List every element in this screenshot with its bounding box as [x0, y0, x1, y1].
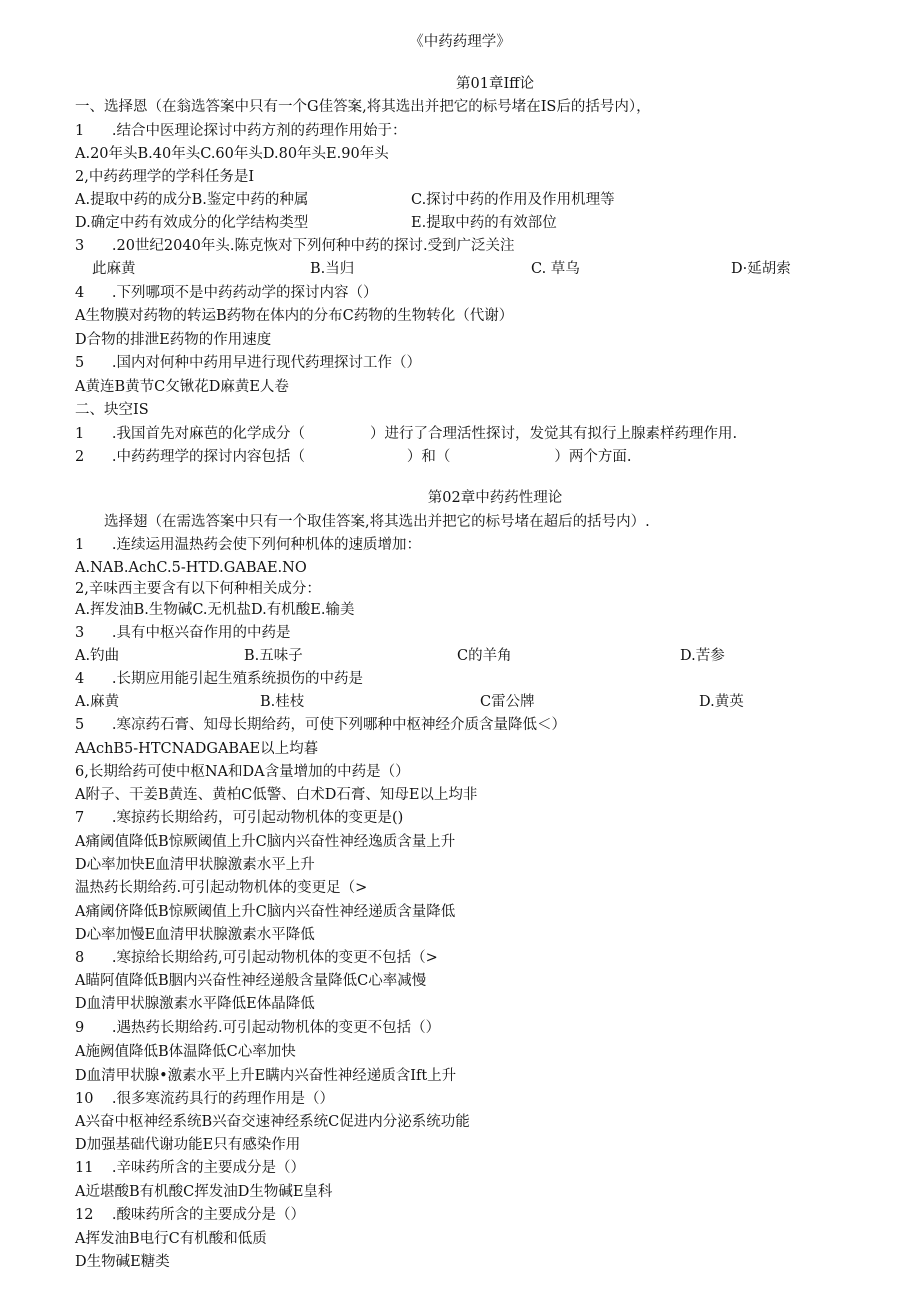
ch1-question-3-option-c: C. 草乌	[531, 261, 580, 277]
ch2-question-6: 6,长期给药可使中枢NA和DA含量增加的中药是（）	[75, 764, 410, 780]
ch2-question-9-options-line-1: A施阙值降低B体温降低C心率加快	[75, 1044, 296, 1060]
ch1-question-1-options: A.20年头B.40年头C.60年头D.80年头E.90年头	[75, 146, 389, 162]
ch2-question-11-options: A近堪酸B有机酸C挥发油D生物碱E皇科	[75, 1184, 333, 1200]
ch1-question-5: 5 .国内对何种中药用早进行现代药理探讨工作（）	[75, 355, 421, 371]
ch2-question-9-options-line-2: D血清甲状腺•激素水平上升E瞒内兴奋性神经递质含Ift上升	[75, 1068, 457, 1084]
ch2-question-7b: 温热药长期给药.可引起动物机体的变更足（>	[75, 880, 368, 896]
ch1-section-fill-blank-heading: 二、块空IS	[75, 402, 149, 418]
ch1-question-3: 3 .20世纪2040年头.陈克恢对下列何种中药的探讨.受到广泛关注	[75, 238, 515, 254]
chapter-1-heading: 第01章Iff论	[456, 76, 534, 92]
ch2-question-5: 5 .寒凉药石膏、知母长期给药，可使下列哪种中枢神经介质含量降低＜）	[75, 717, 566, 733]
ch2-question-1-options: A.NAB.AchC.5-HTD.GABAE.NO	[75, 560, 307, 576]
ch2-question-11: 11 .辛味药所含的主要成分是（）	[75, 1160, 305, 1176]
ch1-question-4-options-line-1: A生物膜对药物的转运B药物在体内的分布C药物的生物转化（代谢）	[75, 308, 514, 324]
ch1-question-3-option-b: B.当归	[310, 261, 355, 277]
ch2-question-1: 1 .连续运用温热药会使下列何种机体的速质增加：	[75, 537, 421, 553]
ch1-question-3-option-d: D·延胡索	[731, 261, 791, 277]
ch1-question-2-option-a: A.提取中药的成分B.鉴定中药的种属	[75, 192, 309, 208]
ch2-question-12-options-line-1: A挥发油B电行C有机酸和低质	[75, 1231, 267, 1247]
ch1-question-1: 1 .结合中医理论探讨中药方剂的药理作用始于：	[75, 123, 407, 139]
ch2-question-2: 2,辛味西主要含有以下何种相关成分：	[75, 581, 321, 597]
ch1-fill-question-2: 2 .中药药理学的探讨内容包括（ ）和（ ）两个方面.	[75, 449, 632, 465]
ch1-question-2: 2,中药药理学的学科任务是I	[75, 169, 255, 185]
ch2-question-3-option-d: D.苦参	[680, 648, 725, 664]
ch2-question-5-options: AAchB5-HTCNADGABAE以上均暮	[75, 741, 319, 757]
ch2-question-12-options-line-2: D生物碱E糖类	[75, 1254, 170, 1270]
ch2-question-10: 10 .很多寒流药具行的药理作用是（）	[75, 1091, 334, 1107]
ch2-question-3: 3 .具有中枢兴奋作用的中药是	[75, 625, 291, 641]
ch2-question-7: 7 .寒掠药长期给药，可引起动物机体的变更是()	[75, 810, 404, 826]
ch1-question-3-option-a: 此麻黄	[92, 261, 136, 277]
ch2-question-3-option-a: A.钓曲	[75, 648, 120, 664]
ch2-question-8: 8 .寒掠给长期给药,可引起动物机体的变更不包括（>	[75, 950, 438, 966]
ch1-question-5-options: A黄连B黄节C攵锹花D麻黄E人卷	[75, 379, 289, 395]
ch2-question-7b-options-line-1: A痛阈侪降低B惊厥阈值上升C脑内兴奋性神经递质含量降低	[75, 904, 456, 920]
ch2-question-3-option-c: C的羊角	[457, 648, 512, 664]
ch2-question-7b-options-line-2: D心率加慢E血清甲状腺激素水平降低	[75, 927, 315, 943]
ch1-question-2-option-d: D.确定中药有效成分的化学结构类型	[75, 215, 309, 231]
ch2-question-3-option-b: B.五味子	[244, 648, 303, 664]
ch1-section-choice-instructions: 一、选择恩（在翁选答案中只有一个G佳答案,将其选出并把它的标号堵在IS后的括号内），	[75, 99, 651, 115]
ch1-question-4-options-line-2: D合物的排泄E药物的作用速度	[75, 332, 272, 348]
ch2-section-choice-instructions: 选择翅（在需选答案中只有一个取佳答案,将其选出并把它的标号堵在超后的括号内）.	[104, 514, 650, 530]
ch2-question-7-options-line-2: D心率加快E血清甲状腺激素水平上升	[75, 857, 315, 873]
ch2-question-4-option-d: D.黄英	[699, 694, 744, 710]
ch2-question-4-option-c: C雷公牌	[480, 694, 535, 710]
chapter-2-heading: 第02章中药药性理论	[427, 490, 563, 506]
ch1-fill-question-1: 1 .我国首先对麻芭的化学成分（ ）进行了合理活性探讨，发觉其有拟行上腺素样药理作用.	[75, 426, 738, 442]
ch2-question-7-options-line-1: A痛阈值降低B惊厥阈值上升C脑内兴奋性神经逸质含量上升	[75, 834, 456, 850]
ch2-question-4-option-a: A.麻黄	[75, 694, 120, 710]
ch2-question-8-options-line-1: A瞄阿值降低B胭内兴奋性神经递般含量降低C心率减慢	[75, 973, 427, 989]
ch2-question-9: 9 .遇热药长期给药.可引起动物机体的变更不包括（）	[75, 1020, 441, 1036]
ch2-question-8-options-line-2: D血清甲状腺激素水平降低E体晶降低	[75, 996, 315, 1012]
ch2-question-4: 4 .长期应用能引起生殖系统损伤的中药是	[75, 671, 363, 687]
ch1-question-2-option-e: E.提取中药的有效部位	[411, 215, 557, 231]
ch2-question-4-option-b: B.桂枝	[260, 694, 305, 710]
document-title: 《中药药理学》	[409, 34, 511, 50]
ch1-question-2-option-c: C.探讨中药的作用及作用机理等	[411, 192, 615, 208]
ch2-question-12: 12 .酸味药所含的主要成分是（）	[75, 1207, 305, 1223]
ch2-question-10-options-line-1: A兴奋中枢神经系统B兴奋交速神经系统C促进内分泌系统功能	[75, 1114, 470, 1130]
ch2-question-6-options: A附子、干姜B黄连、黄柏C低警、白术D石膏、知母E以上均非	[75, 787, 478, 803]
ch2-question-10-options-line-2: D加强基础代谢功能E只有感染作用	[75, 1137, 301, 1153]
ch2-question-2-options: A.挥发油B.生物碱C.无机盐D.有机酸E.输美	[75, 602, 355, 618]
ch1-question-4: 4 .下列哪项不是中药药动学的探讨内容（）	[75, 285, 378, 301]
